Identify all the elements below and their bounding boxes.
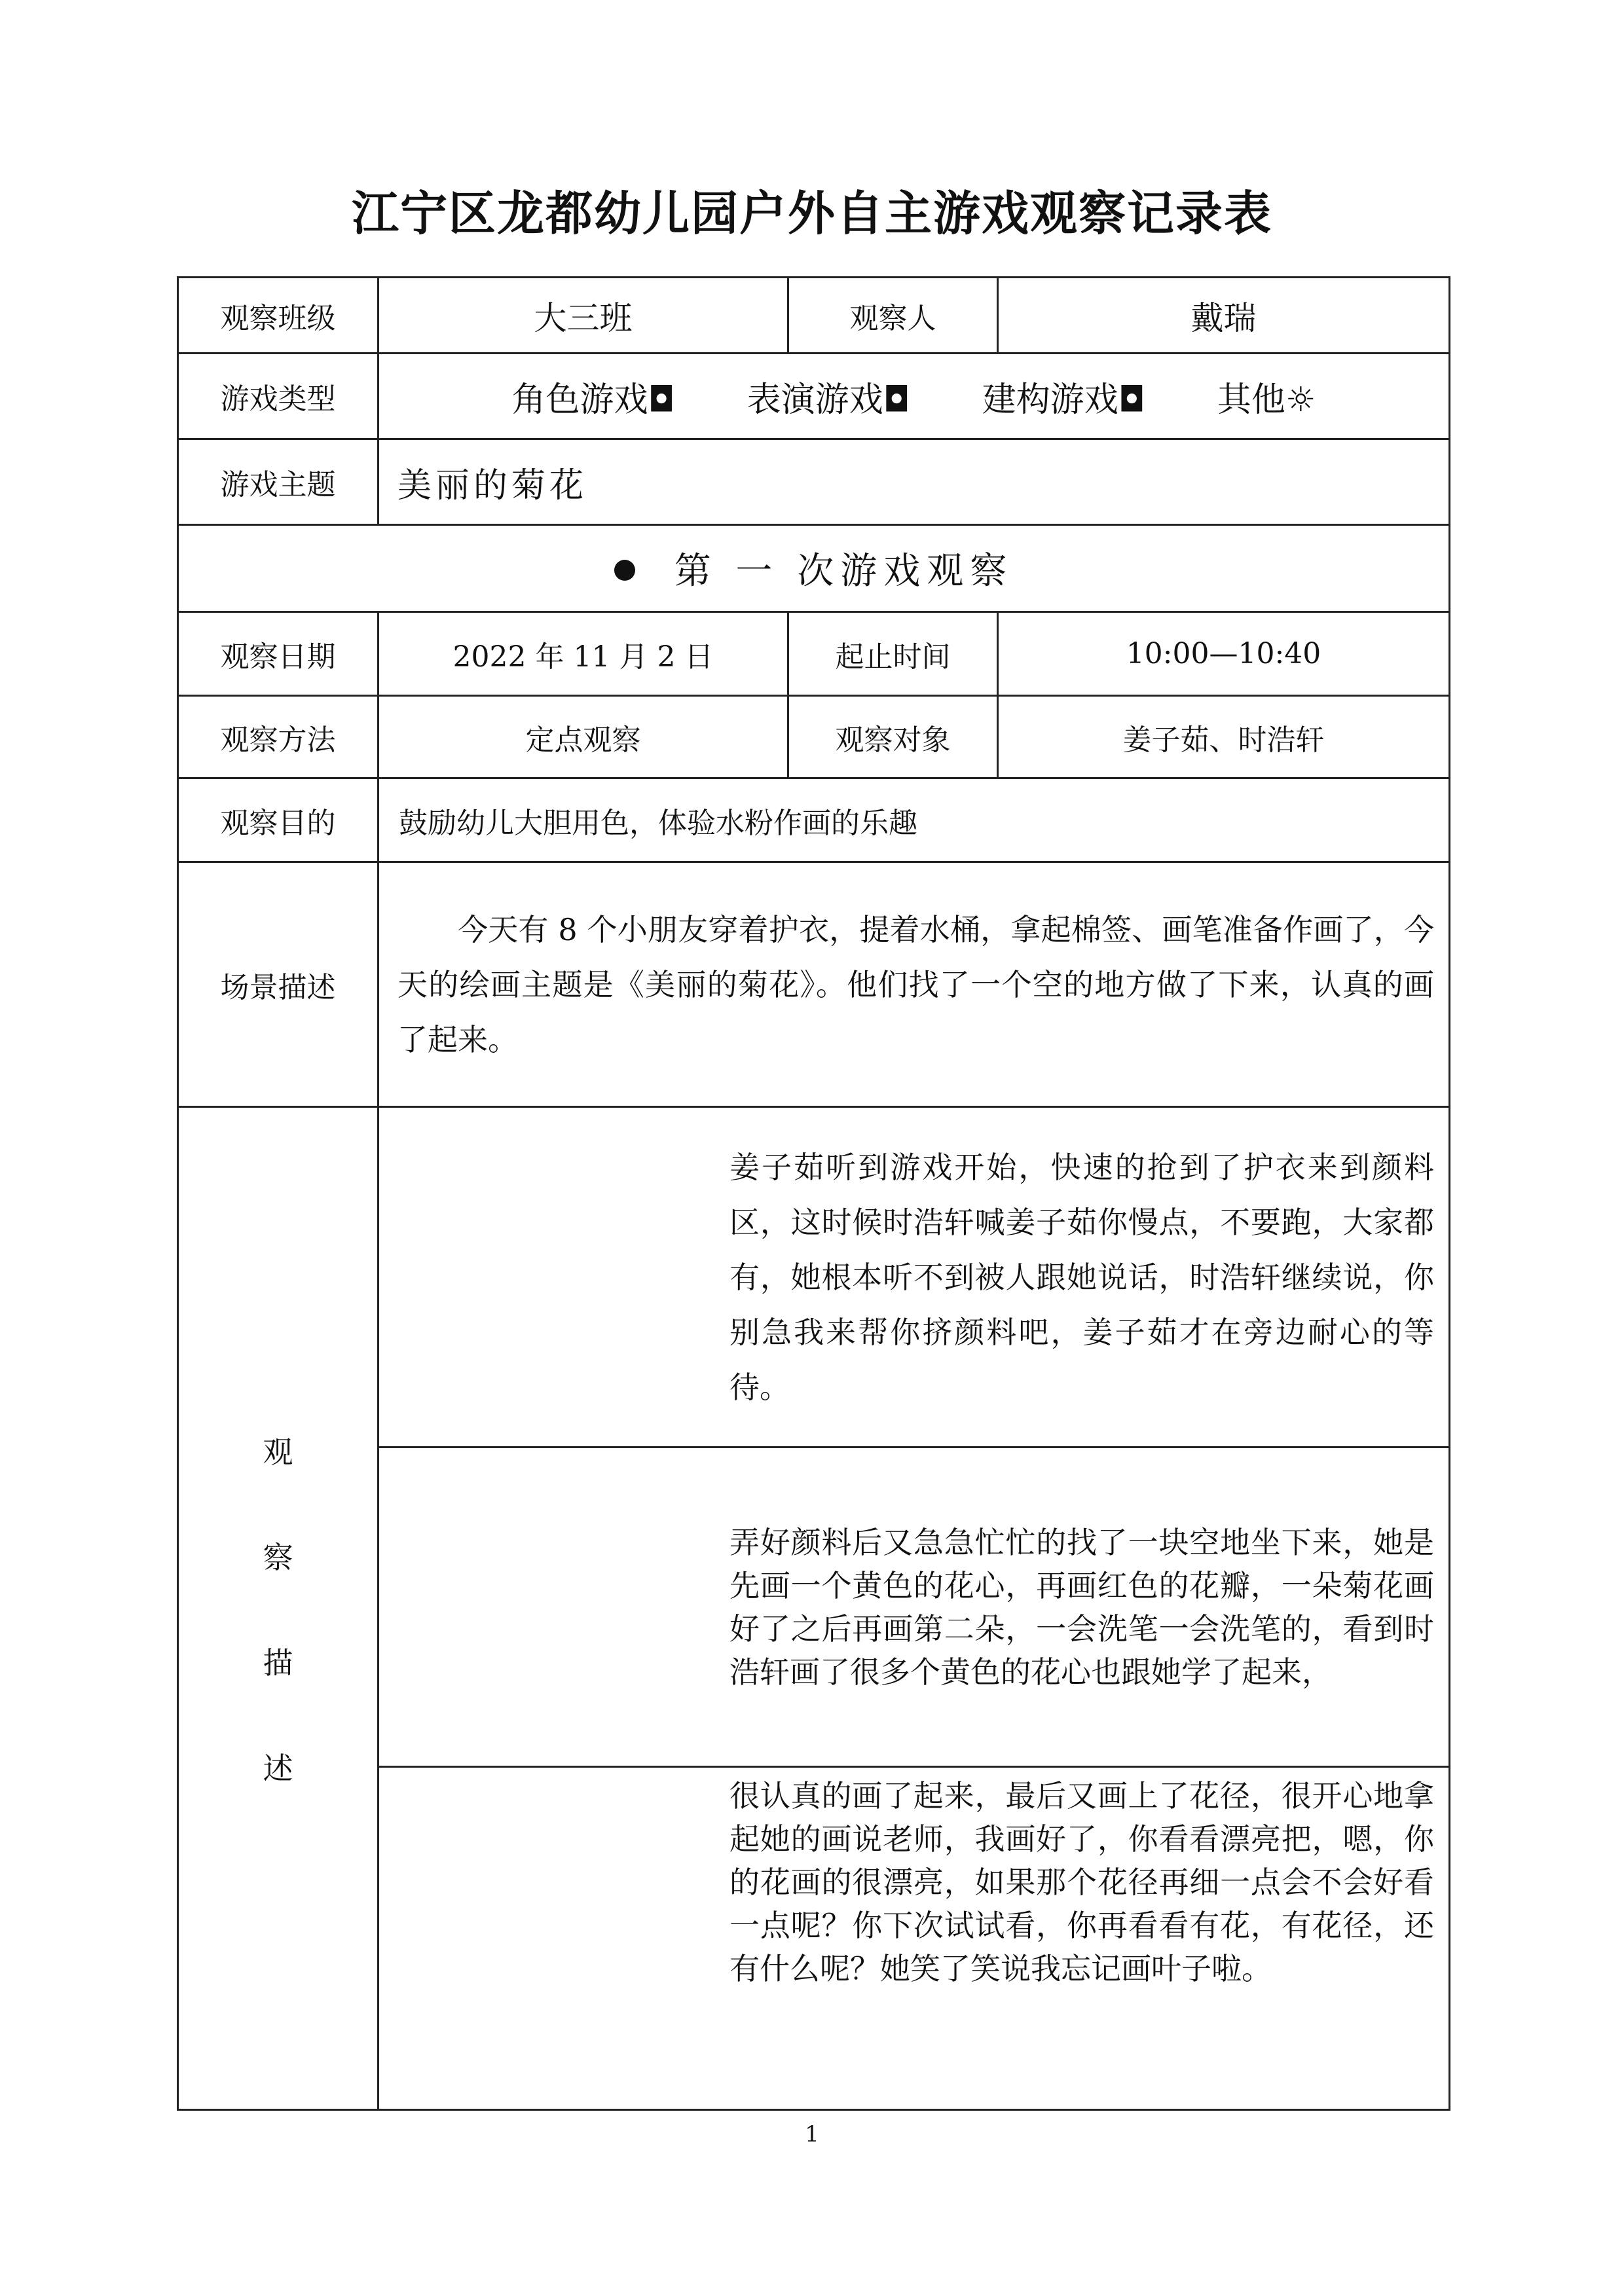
- game-type-options: [378, 354, 1450, 439]
- time-value: 10:00—10:40: [998, 612, 1450, 696]
- game-type-performance: 表演游戏◘: [747, 380, 910, 420]
- row-theme: [178, 439, 1450, 525]
- row-game-type: [178, 354, 1450, 439]
- row-purpose: [178, 778, 1450, 862]
- page-title: 江宁区龙都幼儿园户外自主游戏观察记录表: [351, 186, 1272, 241]
- game-type-role: 角色游戏◘: [511, 380, 675, 420]
- target-value: 姜子茹、时浩轩: [998, 696, 1450, 778]
- method-value: 定点观察: [378, 696, 788, 778]
- scene-label: 场景描述: [178, 862, 378, 1107]
- observer-label: 观察人: [788, 278, 998, 354]
- row-session: [178, 525, 1450, 612]
- game-type-other: 其他☼: [1217, 380, 1316, 420]
- session-heading: 第 一 次游戏观察: [674, 550, 1014, 592]
- date-label: 观察日期: [178, 612, 378, 696]
- observation-record-table: [177, 276, 1450, 2111]
- class-value: 大三班: [378, 278, 788, 354]
- bullet-icon: [614, 560, 635, 581]
- time-label: 起止时间: [788, 612, 998, 696]
- class-label: 观察班级: [178, 278, 378, 354]
- row-date: [178, 612, 1450, 696]
- observation-text-2: 弄好颜料后又急急忙忙的找了一块空地坐下来，她是先画一个黄色的花心，再画红色的花瓣，一朵菊花画好了之后再画第二朵，一会洗笔一会洗笔的，看到时浩轩画了很多个黄色的花心也跟她学了起来，: [378, 1448, 1450, 1767]
- target-label: 观察对象: [788, 696, 998, 778]
- purpose-value: 鼓励幼儿大胆用色，体验水粉作画的乐趣: [378, 778, 1450, 862]
- observation-label: 观 察 描 述: [178, 1107, 378, 2110]
- row-scene: [178, 862, 1450, 1107]
- row-observation-1: [178, 1107, 1450, 1448]
- observation-text-1: 姜子茹听到游戏开始，快速的抢到了护衣来到颜料区，这时候时浩轩喊姜子茹你慢点，不要跑，大家都有，她根本听不到被人跟她说话，时浩轩继续说，你别急我来帮你挤颜料吧，姜子茹才在旁边耐心的等待。: [378, 1107, 1450, 1448]
- scene-description: 今天有 8 个小朋友穿着护衣，提着水桶，拿起棉签、画笔准备作画了，今天的绘画主题是《美丽的菊花》。他们找了一个空的地方做了下来，认真的画了起来。: [378, 862, 1450, 1107]
- game-type-label: 游戏类型: [178, 354, 378, 439]
- game-type-construction: 建构游戏◘: [982, 380, 1145, 420]
- theme-value: 美丽的菊花: [378, 439, 1450, 525]
- page-number: 1: [805, 2121, 819, 2147]
- purpose-label: 观察目的: [178, 778, 378, 862]
- row-method: [178, 696, 1450, 778]
- theme-label: 游戏主题: [178, 439, 378, 525]
- date-value: 2022 年 11 月 2 日: [378, 612, 788, 696]
- method-label: 观察方法: [178, 696, 378, 778]
- row-class: [178, 278, 1450, 354]
- observation-text-3: 很认真的画了起来，最后又画上了花径，很开心地拿起她的画说老师，我画好了，你看看漂亮把，嗯，你的花画的很漂亮，如果那个花径再细一点会不会好看一点呢？你下次试试看，你再看看有花，有花径，还有什么呢？她笑了笑说我忘记画叶子啦。: [378, 1767, 1450, 2110]
- session-heading-cell: [178, 525, 1450, 612]
- observer-value: 戴瑞: [998, 278, 1450, 354]
